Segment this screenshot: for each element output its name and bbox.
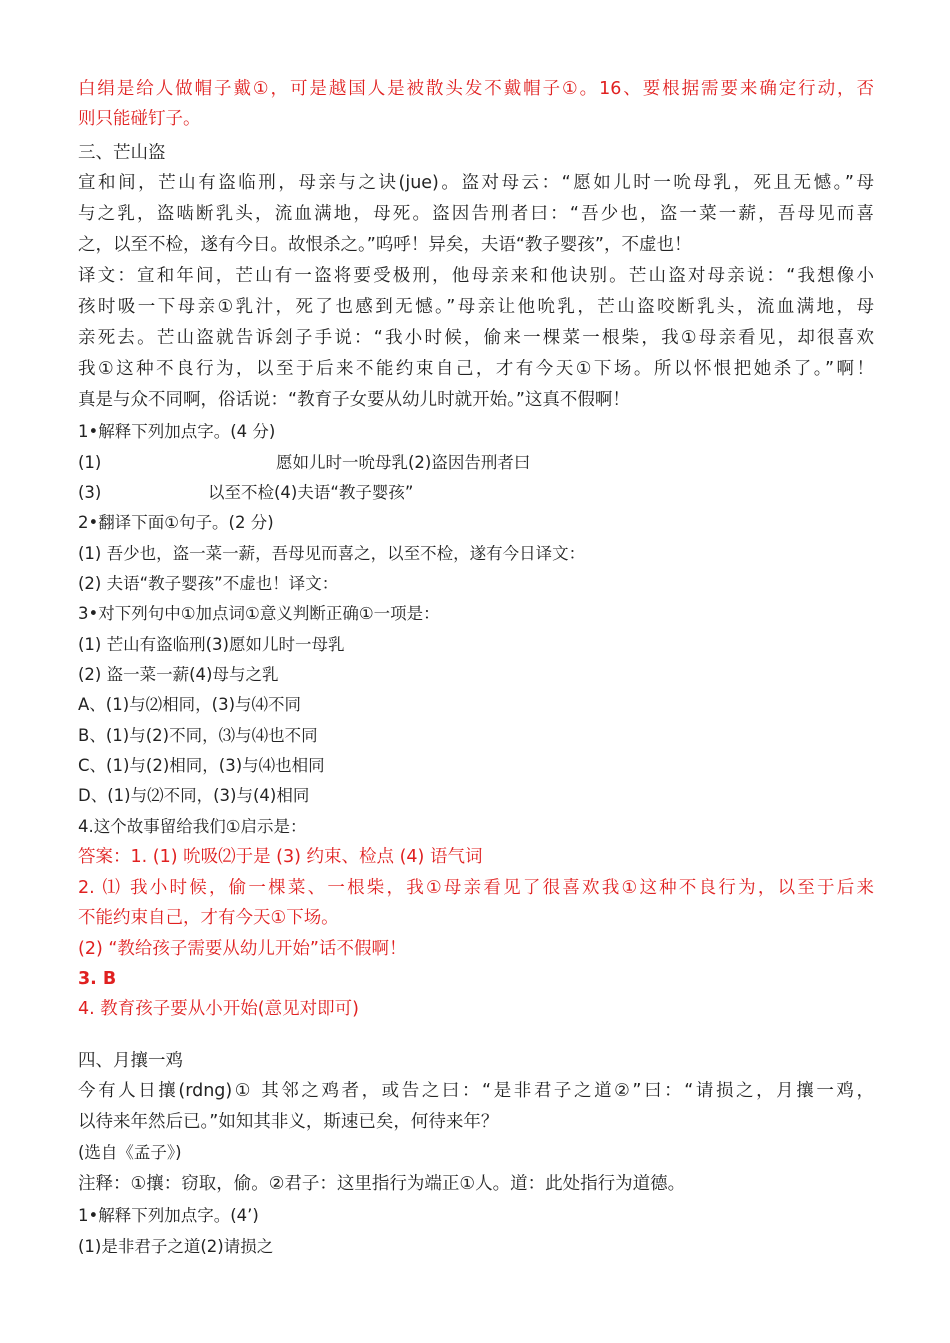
q1-item-1-number: (1) — [78, 453, 102, 472]
q1-item-3-number: (3) — [78, 483, 102, 502]
sec4-q1-title: 1•解释下列加点字。(4’) — [78, 1206, 259, 1225]
answer-1: 答案：1. (1) 吮吸⑵于是 (3) 约束、检点 (4) 语气词 — [78, 847, 483, 867]
sec3-translation-line-5: 真是与众不同啊，俗话说：“教育子女要从幼儿时就开始。”这真不假啊！ — [78, 390, 630, 410]
answer-3: 3. B — [78, 969, 117, 989]
sec3-translation-line-1: 译文：宣和年间，芒山有一盗将要受极刑，他母亲来和他诀别。芒山盗对母亲说：“我想像小 — [78, 266, 874, 286]
sec3-translation-line-2: 孩时吸一下母亲①乳汁，死了也感到无憾。”母亲让他吮乳，芒山盗咬断乳头，流血满地，母 — [78, 297, 874, 317]
section-3-title: 三、芒山盗 — [78, 143, 166, 163]
q2-item-1: (1) 吾少也，盗一菜一薪，吾母见而喜之，以至不检，遂有今日译文： — [78, 544, 586, 563]
sec4-text-line-2: 以待来年然后已。”如知其非义，斯速已矣，何待来年？ — [78, 1112, 499, 1132]
q3-option-d: D、(1)与⑵不同，(3)与(4)相同 — [78, 786, 310, 805]
q3-item-2: (2) 盗一菜一薪(4)母与之乳 — [78, 665, 279, 684]
q2-item-2: (2) 夫语“教子婴孩”不虚也！译文： — [78, 574, 339, 593]
answer-2-line-1: 2. ⑴ 我小时候，偷一棵菜、一根柴，我①母亲看见了很喜欢我①这种不良行为，以至于后来 — [78, 878, 874, 898]
q3-option-b: B、(1)与(2)不同，⑶与⑷也不同 — [78, 726, 318, 745]
sec3-original-line-1: 宣和间，芒山有盗临刑，母亲与之诀(jue)。盗对母云：“愿如儿时一吮母乳，死且无憾。”母 — [78, 173, 874, 193]
sec3-original-line-3: 之，以至不检，遂有今日。故恨杀之。”呜呼！异矣，夫语“教子婴孩”，不虚也！ — [78, 235, 692, 255]
intro-line-1: 白绢是给人做帽子戴①，可是越国人是被散头发不戴帽子①。16、要根据需要来确定行动，否 — [78, 79, 874, 99]
section-4-title: 四、月攘一鸡 — [78, 1051, 183, 1071]
sec4-text-line-1: 今有人日攘(rdng)① 其邻之鸡者，或告之曰：“是非君子之道②”曰：“请损之，月攘一鸡， — [78, 1081, 874, 1101]
q3-item-1: (1) 芒山有盗临刑(3)愿如儿时一母乳 — [78, 635, 345, 654]
sec4-note: 注释：①攘：窃取，偷。②君子：这里指行为端正①人。道：此处指行为道德。 — [78, 1174, 686, 1194]
sec4-source: (选自《孟子》) — [78, 1143, 182, 1162]
q3-title: 3•对下列句中①加点词①意义判断正确①一项是： — [78, 604, 440, 623]
sec3-translation-line-3: 亲死去。芒山盗就告诉刽子手说：“我小时候，偷来一棵菜一根柴，我①母亲看见，却很喜欢 — [78, 328, 874, 348]
answer-4: 4. 教育孩子要从小开始(意见对即可) — [78, 999, 359, 1019]
answer-2-line-2: 不能约束自己，才有今天①下场。 — [78, 908, 339, 928]
q2-title: 2•翻译下面①句子。(2 分) — [78, 513, 274, 532]
sec3-translation-line-4: 我①这种不良行为，以至于后来不能约束自己，才有今天①下场。所以怀恨把她杀了。”啊！ — [78, 359, 874, 379]
q1-item-1-text: 愿如儿时一吮母乳(2)盗因告刑者曰 — [276, 453, 531, 472]
answer-2-part-2: (2) “教给孩子需要从幼儿开始”话不假啊！ — [78, 939, 407, 959]
q4-prompt: 4.这个故事留给我们①启示是： — [78, 817, 307, 836]
sec3-original-line-2: 与之乳，盗啮断乳头，流血满地，母死。盗因告刑者曰：“吾少也，盗一菜一薪，吾母见而喜 — [78, 204, 874, 224]
q3-option-c: C、(1)与(2)相同，(3)与⑷也相同 — [78, 756, 325, 775]
sec4-q1-items: (1)是非君子之道(2)请损之 — [78, 1237, 274, 1256]
intro-line-2: 则只能碰钉子。 — [78, 109, 201, 129]
q1-title: 1•解释下列加点字。(4 分) — [78, 422, 276, 441]
q3-option-a: A、(1)与⑵相同，(3)与⑷不同 — [78, 695, 302, 714]
q1-item-3-text: 以至不检(4)夫语“教子婴孩” — [208, 483, 414, 502]
